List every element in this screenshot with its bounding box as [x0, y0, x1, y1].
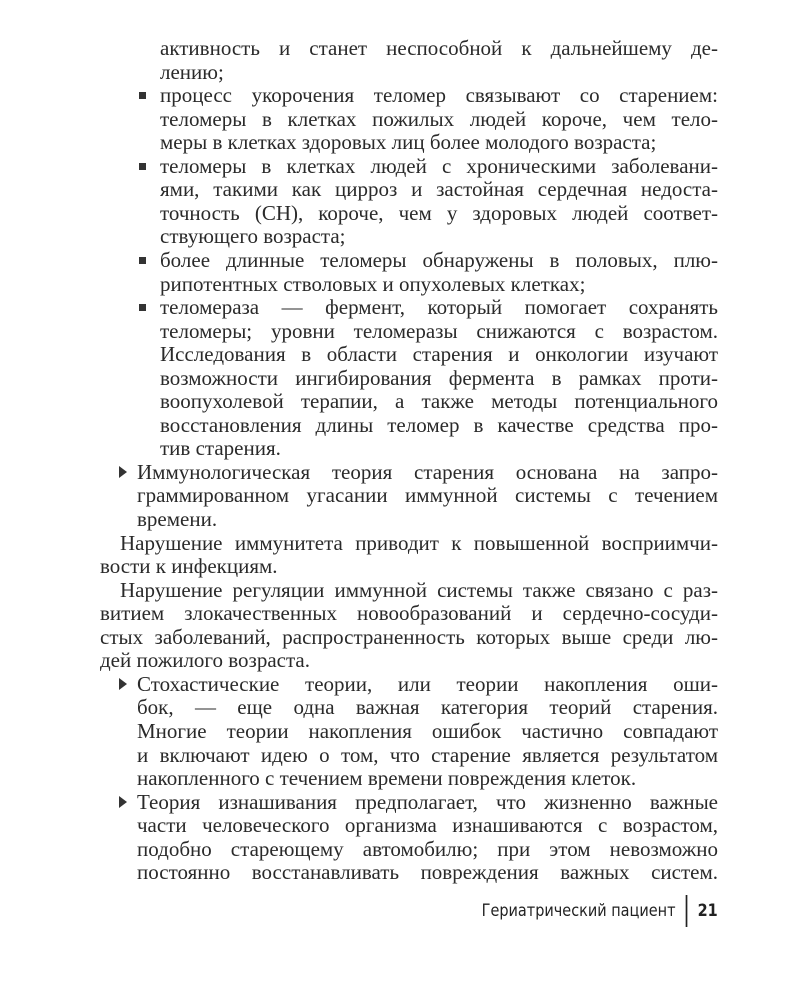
triangle-bullet-icon — [119, 678, 127, 690]
text-line: Иммунологическая теория старения основана на запро- — [137, 459, 718, 484]
text-line: бок, — еще одна важная категория теорий старения. — [137, 695, 718, 720]
text-line: стых заболеваний, распространенность которых выше среди лю- — [100, 624, 718, 649]
text-line: процесс укорочения теломер связывают со старением: — [160, 83, 718, 108]
text-line: ствующего возраста; — [160, 224, 346, 249]
page-footer — [482, 895, 718, 927]
text-line: Многие теории накопления ошибок частично совпадают — [137, 718, 718, 743]
square-bullet-icon — [139, 257, 146, 264]
text-line: теломеры в клетках людей с хроническими заболевани- — [160, 153, 718, 178]
text-line: подобно стареющему автомобилю; при этом невозможно — [137, 836, 718, 861]
text-line: ями, такими как цирроз и застойная сердечная недоста- — [160, 177, 718, 202]
text-line: воопухолевой терапии, а также методы потенциального — [160, 389, 718, 414]
text-line: активность и станет неспособной к дальнейшему де- — [160, 36, 718, 60]
text-line: граммированном угасании иммунной системы с течением — [137, 483, 718, 508]
text-line: Нарушение иммунитета приводит к повышенной восприимчи- — [120, 530, 718, 555]
text-line: теломераза — фермент, который помогает сохранять — [160, 295, 718, 320]
text-line: Исследования в области старения и онкологии изучают — [160, 342, 718, 367]
text-line: лению; — [160, 59, 224, 84]
square-bullet-icon — [139, 304, 146, 311]
text-line: дей пожилого возраста. — [100, 648, 310, 673]
text-line: теломеры в клетках пожилых людей короче, чем тело- — [160, 106, 718, 131]
page-number: 21 — [697, 901, 718, 921]
text-line: возможности ингибирования фермента в рамках проти- — [160, 365, 718, 390]
footer-divider — [686, 895, 688, 927]
text-line: Теория изнашивания предполагает, что жизненно важные — [137, 789, 718, 814]
text-line: восстановления длины теломер в качестве средства про- — [160, 412, 718, 437]
text-line: более длинные теломеры обнаружены в половых, плю- — [160, 247, 718, 272]
text-line: Нарушение регуляции иммунной системы также связано с раз- — [120, 577, 718, 602]
text-line: теломеры; уровни теломеразы снижаются с возрастом. — [160, 318, 718, 343]
text-line: меры в клетках здоровых лиц более молодого возраста; — [160, 130, 657, 155]
triangle-bullet-icon — [119, 796, 127, 808]
text-line: части человеческого организма изнашиваются с возрастом, — [137, 813, 718, 838]
text-line: времени. — [137, 507, 218, 531]
text-line: рипотентных стволовых и опухолевых клетках; — [160, 271, 586, 296]
text-line: постоянно восстанавливать повреждения важных систем. — [137, 860, 718, 885]
triangle-bullet-icon — [119, 466, 127, 478]
running-title: Гериатрический пациент — [481, 901, 676, 921]
text-line: и включают идею о том, что старение является результатом — [137, 742, 718, 767]
text-line: тив старения. — [160, 436, 281, 461]
square-bullet-icon — [139, 163, 146, 170]
text-line: точность (СН), короче, чем у здоровых людей соответ- — [160, 200, 718, 225]
text-line: накопленного с течением времени повреждения клеток. — [137, 766, 637, 791]
text-line: витием злокачественных новообразований и сердечно-сосуди- — [100, 601, 718, 626]
text-line: Стохастические теории, или теории накопления оши- — [137, 671, 718, 696]
square-bullet-icon — [139, 92, 146, 99]
text-line: вости к инфекциям. — [100, 554, 278, 579]
